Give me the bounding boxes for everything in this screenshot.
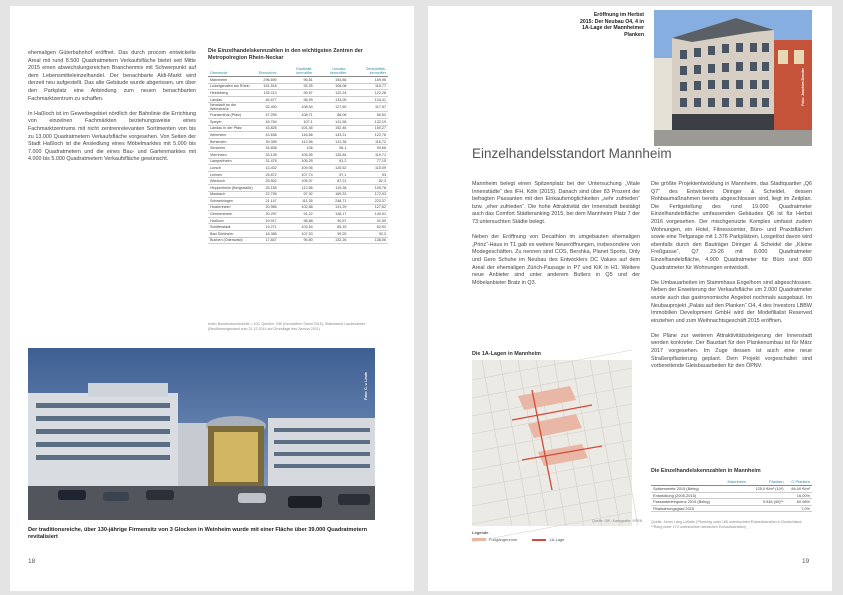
right-ribbon-caption: Eröffnung im Herbst 2015: Der Neubau O4, 4 in 1A-Lage der Mannheimer Planken <box>580 12 645 38</box>
table-cell: 25.872 <box>257 171 279 178</box>
table-row <box>208 158 388 165</box>
table-cell: 52.400 <box>257 103 279 112</box>
table-cell: 60.98% <box>786 499 812 506</box>
table-cell: 22.795 <box>257 191 279 198</box>
table-cell: 117,57 <box>348 103 388 112</box>
table-cell: Landau in der Pfalz <box>208 125 257 132</box>
table-cell: 125,0 €/m² (10*) <box>748 486 785 493</box>
table-cell: 111,35 <box>279 198 315 205</box>
table-cell: 132,19 <box>348 118 388 125</box>
table-cell: 97,92 <box>279 191 315 198</box>
pedestrian-zone-swatch <box>472 538 486 541</box>
table-cell: 46.677 <box>257 96 279 103</box>
table-row <box>208 237 388 244</box>
right-table-footnote: Quelle: Jones Lang LaSalle (*Ranking unter 185 untersuchten Einkaufsstraßen in Deutschland, **Rang unter 170 untersuchten deutschen Einkaufsstraßen) <box>651 520 803 529</box>
table-cell: Spitzenmiete 2015 (Beleg) <box>651 486 722 493</box>
table-cell <box>748 492 785 499</box>
left-paragraph-1: ehemaligen Güterbahnhof eröffnet. Das durch procom entwickelte Areal mit rund 8.500 Quadratmetern Verkaufsfläche bietet seit Mitte 2015 einen abwechslungsreichen Branchenmix mit Schwerpunkt auf dem Lebensmitteleinzelhandel. Der benachbarte Aldi-Markt wird derzeit neu aufgestellt. Das alte Gebäude wurde abgerissen, um über den Parkplatz eine Anbindung zum neuen benachbarten Fachmarktzentrum zu schaffen. <box>28 50 196 102</box>
table-cell: 25.502 <box>257 178 279 185</box>
table-cell: 99,97 <box>279 90 315 97</box>
table-cell: 7,0% <box>786 505 812 512</box>
table-cell: 115,09 <box>348 165 388 172</box>
tbl-right-header-3: O Planken <box>786 478 812 486</box>
table-row <box>208 191 388 198</box>
table-cell: 138,06 <box>348 237 388 244</box>
left-page <box>10 6 414 591</box>
table-row <box>208 178 388 185</box>
left-table-footnote: Index Bundesdurchschnitt = 100, Quellen: GfK (Kennziffern Stand 2015), Statistische Landesämter (Bevölkerungsstand zum 31.12.2014 auf Grundlage des Zensus 2011) <box>208 322 366 331</box>
table-cell: Neustadt an der Weinstraße <box>208 103 257 112</box>
legend-item-1a: 1A-Lage <box>532 537 564 542</box>
table-row <box>208 138 388 145</box>
table-cell: Leimen <box>208 171 257 178</box>
table-cell: 154,86 <box>315 77 349 84</box>
table-cell: 122,24 <box>315 90 349 97</box>
table-cell: 105,97 <box>279 178 315 185</box>
table-cell: 47.259 <box>257 112 279 119</box>
table-cell: Passantenfrequenz 2015 (Beleg) <box>651 499 722 506</box>
table-cell: 93,35 <box>279 83 315 90</box>
table-cell: Entwicklung (2005-2015) <box>651 492 722 499</box>
table-cell: 99,25 <box>315 231 349 238</box>
1a-lage-swatch <box>532 539 546 540</box>
table-cell: 128,17 <box>315 211 349 218</box>
left-text-column <box>28 50 196 172</box>
table-cell: 34.836 <box>257 145 279 152</box>
table-cell: 19.917 <box>257 217 279 224</box>
tbl-left-header-1: Einwohner <box>257 66 279 77</box>
table-cell: 131,29 <box>315 204 349 211</box>
table-cell: 86,06 <box>315 112 349 119</box>
table-row <box>208 118 388 125</box>
left-photo-credit: Foto: C. v. Linde <box>364 372 368 400</box>
table-cell: Germersheim <box>208 211 257 218</box>
tbl-left-header-4: Zentralitäts-kennziffer <box>348 66 388 77</box>
table-row <box>208 198 388 205</box>
table-row <box>208 165 388 172</box>
right-photo-credit: Foto: Joachim Bender <box>801 68 805 106</box>
table-cell: Frankenthal (Pfalz) <box>208 112 257 119</box>
table-row <box>208 145 388 152</box>
table-cell: 152.113 <box>257 90 279 97</box>
table-row <box>208 224 388 231</box>
left-page-number: 18 <box>28 558 36 565</box>
table-cell <box>722 505 748 512</box>
table-cell: 116,72 <box>348 138 388 145</box>
table-row <box>208 83 388 90</box>
table-cell: 140,51 <box>348 211 388 218</box>
table-cell: 112,56 <box>279 138 315 145</box>
table-row <box>208 204 388 211</box>
table-cell: 43.636 <box>257 132 279 139</box>
table-cell: 223,37 <box>348 198 388 205</box>
table-cell: 125,52 <box>315 165 349 172</box>
table-cell: Viernheim <box>208 151 257 158</box>
table-cell: 134,41 <box>348 96 388 103</box>
table-cell: Buchen (Odenwald) <box>208 237 257 244</box>
left-photo-caption: Der traditionsreiche, über 130-jährige Firmensitz von 3 Glocken in Weinheim wurde mit einer Fläche über 39.000 Quadratmetern revitalisiert <box>28 527 368 541</box>
right-page-number: 19 <box>802 558 810 565</box>
table-cell: 105,25 <box>279 158 315 165</box>
table-cell: 20.297 <box>257 211 279 218</box>
table-cell: Haßloch <box>208 217 257 224</box>
right-text-column-2 <box>651 181 812 378</box>
table-cell: 65,15 <box>315 224 349 231</box>
table-cell: Sinsheim <box>208 145 257 152</box>
table-cell: 90,57 <box>315 217 349 224</box>
table-row <box>208 132 388 139</box>
table-cell: Bad Dürkheim <box>208 231 257 238</box>
table-cell: 116,66 <box>279 132 315 139</box>
page-heading: Einzelhandelsstandort Mannheim <box>472 146 672 161</box>
tbl-left-header-2: Kaufkraft-kennziffer <box>279 66 315 77</box>
table-cell: 57,1 <box>315 171 349 178</box>
table-cell: 91,59 <box>348 217 388 224</box>
table-cell: 122,28 <box>348 90 388 97</box>
table-cell: 105,78 <box>348 184 388 191</box>
map-source: Quelle: GfK, Kartografie: VRRN <box>592 519 643 523</box>
table-cell: Lampertheim <box>208 158 257 165</box>
table-cell: 132,26 <box>315 237 349 244</box>
tbl-right-header-2: Planken <box>748 478 785 486</box>
table-cell: 109,06 <box>279 165 315 172</box>
right-col2-paragraph-2: Die Umbauarbeiten im Stammhaus Engelhorn sind abgeschlossen. Neben der Erweiterung der Verkaufsfläche um 2.000 Quadratmeter wurde auch das gastronomische Angebot nochmals ausgebaut. Im Neubauprojekt „Palais auf den Planken“ O4, 4 des Investors LBBW Immobilien Development GmbH wird der Modefilialist Reserved einziehen und zum Weihnachtsgeschäft 2015 eröffnen. <box>651 279 812 324</box>
table-cell <box>722 499 748 506</box>
table-row <box>651 505 812 512</box>
tbl-left-header-0: Gemeinde <box>208 66 257 77</box>
table-row <box>208 211 388 218</box>
table-cell: Filialisierungsgrad 2015 <box>651 505 722 512</box>
left-table-title: Die Einzelhandelskennzahlen in den wichtigsten Zentren der Metropolregion Rhein-Neckar <box>208 48 363 61</box>
table-cell: 25.155 <box>257 184 279 191</box>
table-row <box>651 499 812 506</box>
table-cell: 126,84 <box>315 151 349 158</box>
table-row <box>208 77 388 84</box>
mannheim-1a-map <box>472 360 643 526</box>
table-cell <box>722 492 748 499</box>
table-cell: 169,33 <box>315 191 349 198</box>
table-cell: Schifferstadt <box>208 224 257 231</box>
table-cell: 119,71 <box>348 151 388 158</box>
table-cell: 77,15 <box>348 158 388 165</box>
table-cell: Heidelberg <box>208 90 257 97</box>
table-row <box>208 125 388 132</box>
table-cell: 80,62 <box>348 112 388 119</box>
table-cell: 39.359 <box>257 138 279 145</box>
table-cell: 101,46 <box>279 125 315 132</box>
table-cell: 108,71 <box>279 112 315 119</box>
table-cell: Hockenheim <box>208 204 257 211</box>
table-cell: 112,86 <box>279 184 315 191</box>
table-cell: 161.518 <box>257 83 279 90</box>
table-cell: 102,88 <box>279 204 315 211</box>
table-cell: 107,53 <box>279 231 315 238</box>
table-cell: 19.271 <box>257 224 279 231</box>
table-cell: Wiesloch <box>208 178 257 185</box>
table-cell: 13.402 <box>257 165 279 172</box>
table-cell: 108,08 <box>315 83 349 90</box>
table-row <box>208 217 388 224</box>
table-row <box>208 90 388 97</box>
table-cell: 131,38 <box>315 138 349 145</box>
right-col1-paragraph-2: Neben der Eröffnung von Decathlon im umgebauten ehemaligen „Prinz“-Haus in T1 gab es weitere Neueröffnungen, insbesondere von Modegeschäften. Zu nennen sind COS, Bershka, Planet Sports, Only und Gero Schuhe im Neubau des Entwicklers DC Values auf dem Areal der ehemaligen Zürich-Passage in P7 und KiK in H1. Weitere neue Anbieter sind unter anderem Butlers in Q5 und der Möbelanbieter Bratz in Q3. <box>472 234 640 286</box>
table-cell: 296.690 <box>257 77 279 84</box>
legend-title: Legende <box>472 530 489 535</box>
table-row <box>651 486 812 493</box>
mannheim-kennzahlen-table <box>651 478 812 512</box>
table-cell: 5.945 (40)** <box>748 499 785 506</box>
table-row <box>208 231 388 238</box>
table-cell: 82,3 <box>348 178 388 185</box>
table-cell: 98,99 <box>279 96 315 103</box>
right-col1-paragraph-1: Mannheim belegt einen Spitzenplatz bei der Untersuchung „Vitale Innenstädte“ des IFH, Köln (2015). Danach sind über 83 Prozent der befragten Passanten mit den Einkaufsmöglichkeiten „sehr zufrieden“ bzw. „eher zufrieden“. Die hohe Attraktivität der Innenstadt bestätigt auch das Comfort Städteranking 2015, bei dem Mannheim Platz 7 der 73 untersuchten Städte belegt. <box>472 181 640 225</box>
table-cell: 87,21 <box>315 178 349 185</box>
right-col2-paragraph-1: Die größte Projektentwicklung in Mannheim, das Stadtquartier „Q6 Q7“ des Entwicklers Diringer & Scheidel, dessen Rohbaumaßnahmen bereits abgeschlossen sind, liegt im Zeitplan. Die Fertigstellung des rund 19.000 Quadratmeter Einzelhandelsfläche umfassenden Gebäudes Q6 ist für Herbst 2016 vorgesehen. Der mischgenutzte Komplex umfasst zudem Wohnungen, ein Hotel, Fitnesscenter, Büro- und Praxisflächen sowie eine Tiefgarage mit 1.376 Parkplätzen. Losgelöst davon wird ebenfalls durch den Bauträger Diringer & Scheidel die „Kleine Freßgasse“, Q7 23-26 mit 8.000 Quadratmeter Einzelhandelsfläche, 4.900 Quadratmeter für Büro und 800 Quadratmeter für Wohnungen entwickelt. <box>651 181 812 271</box>
table-cell: 141,58 <box>315 118 349 125</box>
table-cell: 133,05 <box>315 96 349 103</box>
table-cell: 107,74 <box>279 171 315 178</box>
table-cell: 53 <box>348 171 388 178</box>
table-cell: 115,77 <box>348 83 388 90</box>
table-cell: 20.966 <box>257 204 279 211</box>
table-cell: Landau <box>208 96 257 103</box>
table-cell: 17.847 <box>257 237 279 244</box>
table-cell: Ludwigshafen am Rhein <box>208 83 257 90</box>
right-col2-paragraph-3: Die Pläne zur weiteren Attraktivitätssteigerung der Innenstadt werden konkreter. Der Baustart für den Plankenumbau ist für März 2017 vorgesehen. Im Zuge dessen ist auch eine neue Straßenpflasterung geplant. Dem Projekt vorgeschaltet sind vorbereitende Gleisbauarbeiten für den ÖPNV. <box>651 332 812 370</box>
o4-building-photo <box>654 10 812 146</box>
table-cell: 150,27 <box>348 125 388 132</box>
table-cell: 127,60 <box>315 103 349 112</box>
table-cell: 84,00 €/m² <box>786 486 812 493</box>
table-cell: 105,95 <box>279 151 315 158</box>
table-cell: 96,1 <box>315 145 349 152</box>
table-cell: Mosbach <box>208 191 257 198</box>
table-cell: 16,00% <box>786 492 812 499</box>
table-cell: 96,81 <box>279 77 315 84</box>
table-row <box>208 171 388 178</box>
right-page <box>428 6 832 591</box>
table-cell: 31.478 <box>257 158 279 165</box>
table-cell: 33.135 <box>257 151 279 158</box>
table-cell: 108,54 <box>279 103 315 112</box>
table-row <box>208 151 388 158</box>
table-cell: 90,66 <box>348 145 388 152</box>
table-cell: Bensheim <box>208 138 257 145</box>
table-cell: Lorsch <box>208 165 257 172</box>
table-cell: 92,3 <box>348 231 388 238</box>
left-paragraph-2: In Haßloch ist im Gewerbegebiet nördlich der Bahnlinie die Errichtung von einzelnen Fachmärkten beziehungsweise eines Fachmarktzentrums mit nicht zentrenrelevanten Sortimenten von bis zu 13.000 Quadratmetern Verkaufsfläche vorgesehen. Von Seiten der Stadt Haßloch ist die Ansiedlung eines Möbelmarktes mit 5.000 bis 7.000 Quadratmetern und die eines Bau- und Gartenmarktes mit 4.000 bis 5.000 Quadratmetern Verkaufsfläche gewünscht. <box>28 110 196 163</box>
table-cell: 98,88 <box>279 217 315 224</box>
table-cell: 103,54 <box>279 224 315 231</box>
right-table-title: Die Einzelhandelskennzahlen in Mannheim <box>651 468 761 474</box>
table-cell: Weinheim <box>208 132 257 139</box>
table-cell <box>722 486 748 493</box>
right-text-column-1 <box>472 181 640 295</box>
table-cell: Mannheim <box>208 77 257 84</box>
table-cell: Heppenheim (Bergstraße) <box>208 184 257 191</box>
map-legend <box>472 530 632 542</box>
table-cell: 106 <box>279 145 315 152</box>
table-cell: 248,71 <box>315 198 349 205</box>
table-cell <box>748 505 785 512</box>
table-cell: 62,92 <box>348 224 388 231</box>
table-cell: 159,96 <box>348 77 388 84</box>
table-cell: 152,46 <box>315 125 349 132</box>
table-row <box>208 96 388 103</box>
table-cell: Schwetzingen <box>208 198 257 205</box>
tbl-right-header-1: Mannheim <box>722 478 748 486</box>
left-kennzahlen-table <box>208 66 388 244</box>
table-row <box>651 492 812 499</box>
weinheim-building-photo <box>28 348 375 520</box>
table-cell: 107,1 <box>279 118 315 125</box>
tbl-right-header-0 <box>651 478 722 486</box>
table-cell: 119,38 <box>315 184 349 191</box>
table-cell: 49.764 <box>257 118 279 125</box>
table-cell: 21.147 <box>257 198 279 205</box>
table-cell: 91,22 <box>279 211 315 218</box>
table-cell: 143,21 <box>315 132 349 139</box>
table-cell: 122,76 <box>348 132 388 139</box>
legend-item-pedestrian: Fußgängerzone <box>472 537 517 542</box>
table-row <box>208 112 388 119</box>
table-cell: 43.825 <box>257 125 279 132</box>
tbl-left-header-3: Umsatz-kennziffer <box>315 66 349 77</box>
map-title: Die 1A-Lagen in Mannheim <box>472 351 541 357</box>
table-row <box>208 103 388 112</box>
table-cell: 18.385 <box>257 231 279 238</box>
table-cell: 95,80 <box>279 237 315 244</box>
table-cell: 172,93 <box>348 191 388 198</box>
table-cell: 81,2 <box>315 158 349 165</box>
table-cell: 127,62 <box>348 204 388 211</box>
table-cell: Speyer <box>208 118 257 125</box>
table-row <box>208 184 388 191</box>
